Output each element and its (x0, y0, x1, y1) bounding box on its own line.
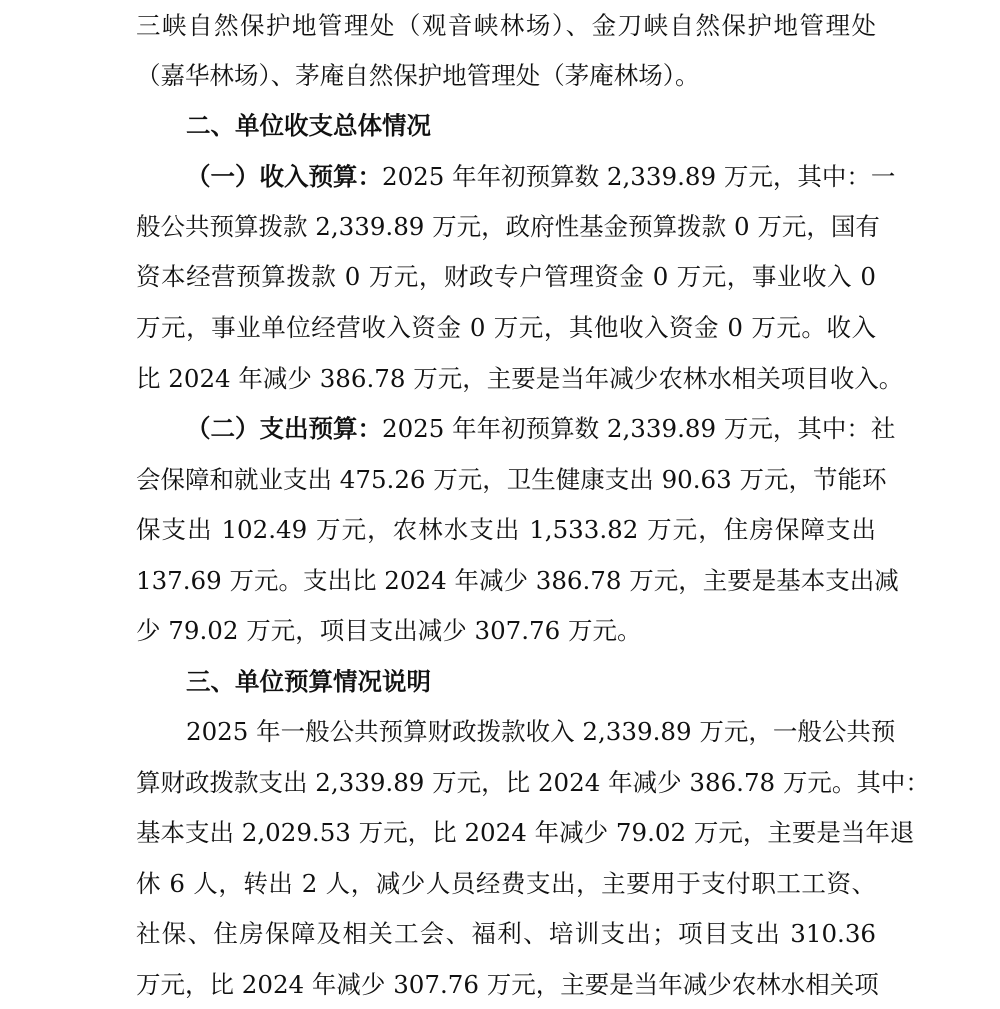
expense-line-1-text: 2025 年年初预算数 2,339.89 万元，其中：社 (382, 414, 896, 443)
budget-line-5: 社保、住房保障及相关工会、福利、培训支出；项目支出 310.36 (136, 919, 876, 948)
income-line-1-text: 2025 年年初预算数 2,339.89 万元，其中：一 (382, 162, 896, 191)
budget-line-1: 2025 年一般公共预算财政拨款收入 2,339.89 万元，一般公共预 (186, 717, 896, 746)
income-line-5: 比 2024 年减少 386.78 万元，主要是当年减少农林水相关项目收入。 (136, 364, 904, 393)
expense-line-1 (186, 411, 896, 447)
expense-line-3: 保支出 102.49 万元，农林水支出 1,533.82 万元，住房保障支出 (136, 515, 876, 544)
income-line-2: 般公共预算拨款 2,339.89 万元，政府性基金预算拨款 0 万元，国有 (136, 212, 880, 241)
income-label: （一）收入预算： (186, 162, 382, 191)
intro-line-2: （嘉华林场）、茅庵自然保护地管理处（茅庵林场）。 (136, 61, 700, 90)
expense-line-5: 少 79.02 万元，项目支出减少 307.76 万元。 (136, 616, 642, 645)
budget-line-2: 算财政拨款支出 2,339.89 万元，比 2024 年减少 386.78 万元。其中： (136, 768, 930, 797)
section-3-heading: 三、单位预算情况说明 (186, 667, 431, 696)
expense-line-2: 会保障和就业支出 475.26 万元，卫生健康支出 90.63 万元，节能环 (136, 465, 887, 494)
budget-line-3: 基本支出 2,029.53 万元，比 2024 年减少 79.02 万元，主要是当年退 (136, 818, 915, 847)
section-2-heading: 二、单位收支总体情况 (186, 111, 431, 140)
intro-line-1: 三峡自然保护地管理处（观音峡林场）、金刀峡自然保护地管理处 (136, 11, 876, 40)
expense-label: （二）支出预算： (186, 414, 382, 443)
budget-line-6: 万元，比 2024 年减少 307.76 万元，主要是当年减少农林水相关项 (136, 970, 879, 999)
expense-line-4: 137.69 万元。支出比 2024 年减少 386.78 万元，主要是基本支出减 (136, 566, 899, 595)
budget-line-4: 休 6 人，转出 2 人，减少人员经费支出，主要用于支付职工工资、 (136, 869, 876, 898)
income-line-1 (186, 159, 896, 195)
income-line-4: 万元，事业单位经营收入资金 0 万元，其他收入资金 0 万元。收入 (136, 313, 876, 342)
income-line-3: 资本经营预算拨款 0 万元，财政专户管理资金 0 万元，事业收入 0 (136, 262, 876, 291)
